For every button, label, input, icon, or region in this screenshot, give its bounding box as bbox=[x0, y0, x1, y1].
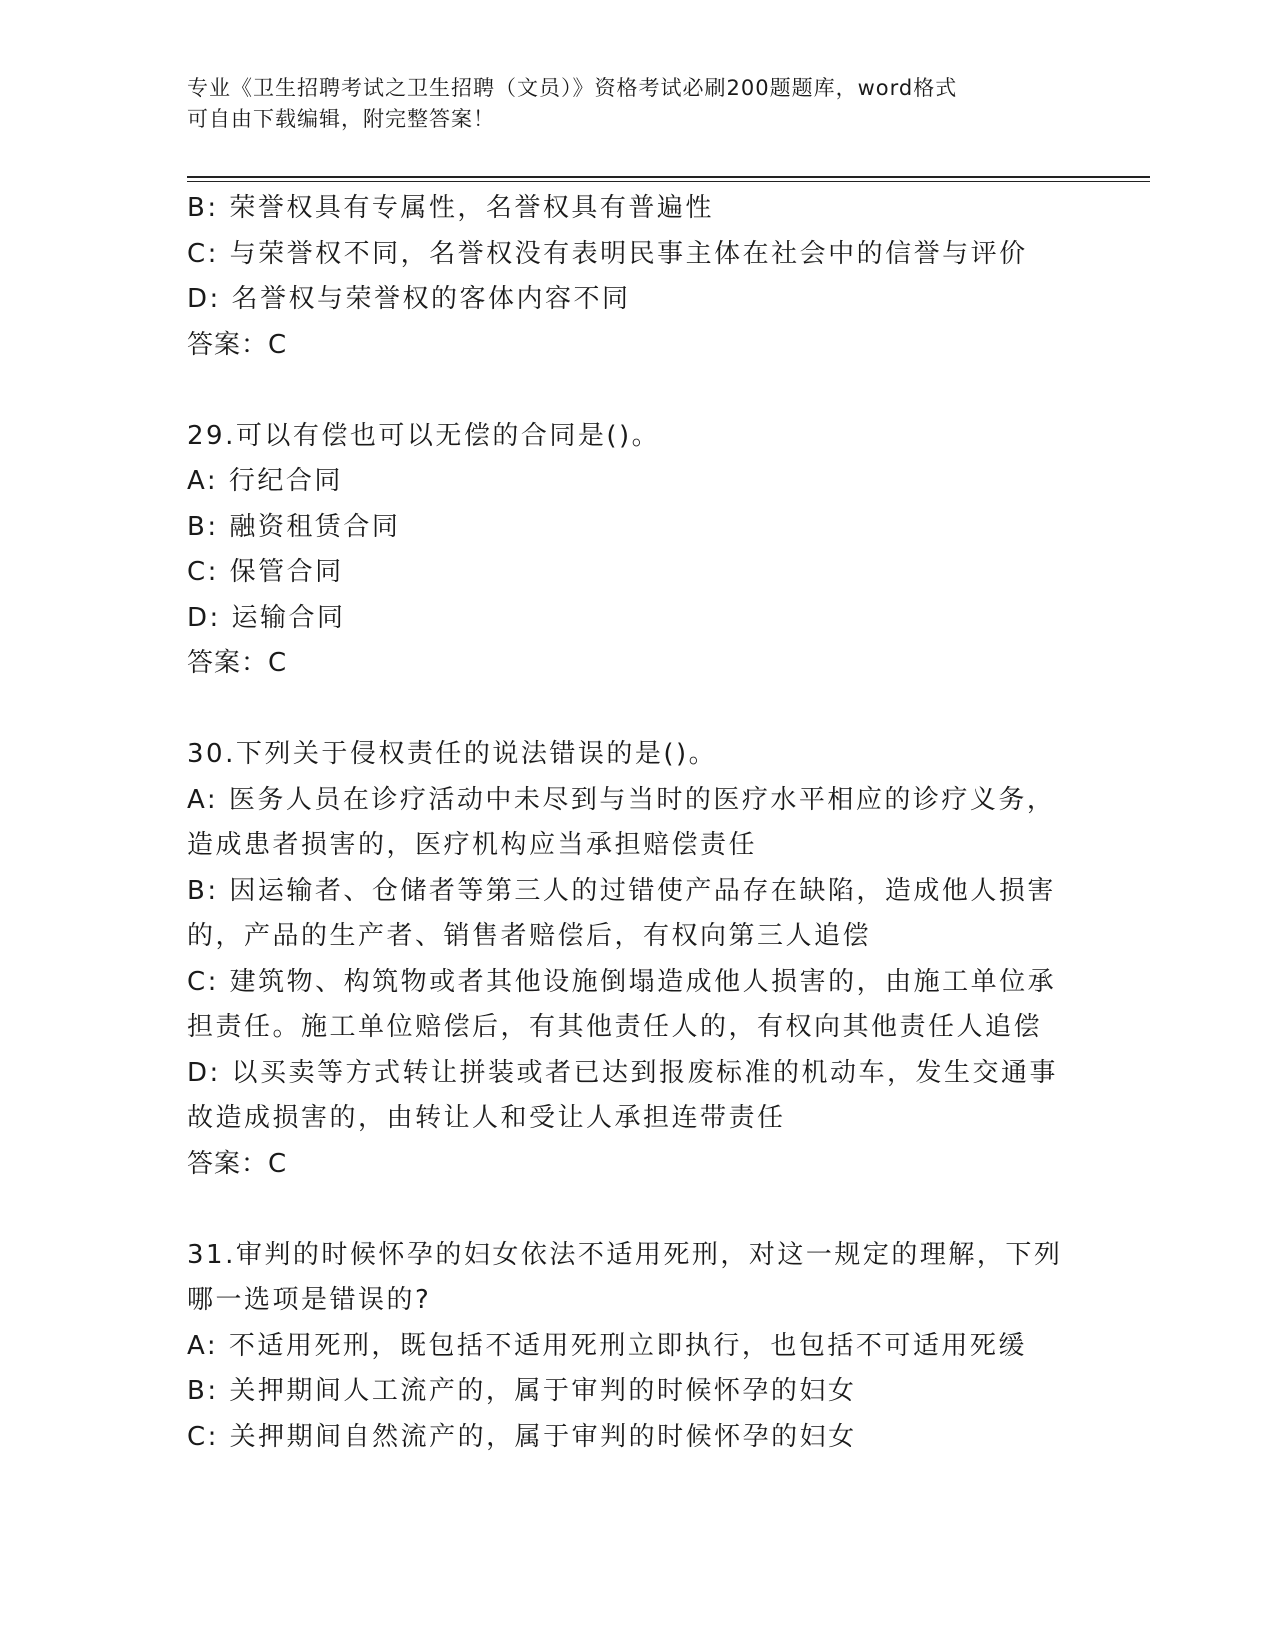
q31-question-line-1: 31.审判的时候怀孕的妇女依法不适用死刑，对这一规定的理解，下列 bbox=[187, 1239, 1063, 1270]
q28-option-c: C: 与荣誉权不同，名誉权没有表明民事主体在社会中的信誉与评价 bbox=[187, 238, 1028, 269]
q30-option-c-line-2: 担责任。施工单位赔偿后，有其他责任人的，有权向其他责任人追偿 bbox=[187, 1012, 1043, 1042]
spacer bbox=[187, 687, 1067, 733]
document-header bbox=[187, 73, 1087, 135]
q31-option-c: C: 关押期间自然流产的，属于审判的时候怀孕的妇女 bbox=[187, 1421, 857, 1452]
q29-option-a: A: 行纪合同 bbox=[187, 466, 343, 496]
q28-answer: 答案：C bbox=[187, 329, 288, 360]
q30-option-a-line-1: A: 医务人员在诊疗活动中未尽到与当时的医疗水平相应的诊疗义务， bbox=[187, 784, 1056, 815]
q28-option-d: D: 名誉权与荣誉权的客体内容不同 bbox=[187, 284, 631, 314]
q30-option-d-line-1: D: 以买卖等方式转让拼装或者已达到报废标准的机动车，发生交通事 bbox=[187, 1057, 1059, 1088]
spacer bbox=[187, 368, 1067, 414]
q29-option-d: D: 运输合同 bbox=[187, 602, 346, 633]
q30-option-d-line-2: 故造成损害的，由转让人和受让人承担连带责任 bbox=[187, 1103, 786, 1133]
question-content bbox=[187, 186, 1067, 1460]
q31-option-a: A: 不适用死刑，既包括不适用死刑立即执行，也包括不可适用死缓 bbox=[187, 1330, 1027, 1361]
q30-answer: 答案：C bbox=[187, 1148, 288, 1179]
q29-option-b: B: 融资租赁合同 bbox=[187, 511, 401, 542]
header-divider-thin bbox=[187, 181, 1150, 182]
q30-option-b-line-1: B: 因运输者、仓储者等第三人的过错使产品存在缺陷，造成他人损害 bbox=[187, 875, 1056, 906]
q30-option-a-line-2: 造成患者损害的，医疗机构应当承担赔偿责任 bbox=[187, 830, 758, 860]
header-divider-thick bbox=[187, 176, 1150, 178]
q30-option-c-line-1: C: 建筑物、构筑物或者其他设施倒塌造成他人损害的，由施工单位承 bbox=[187, 966, 1057, 997]
q29-option-c: C: 保管合同 bbox=[187, 557, 344, 587]
q30-option-b-line-2: 的，产品的生产者、销售者赔偿后，有权向第三人追偿 bbox=[187, 921, 872, 951]
q29-answer: 答案：C bbox=[187, 648, 288, 678]
header-title-line-2: 可自由下载编辑，附完整答案！ bbox=[187, 107, 495, 131]
q31-question-line-2: 哪一选项是错误的? bbox=[187, 1285, 432, 1315]
q31-option-b: B: 关押期间人工流产的，属于审判的时候怀孕的妇女 bbox=[187, 1376, 857, 1406]
q28-option-b: B: 荣誉权具有专属性，名誉权具有普遍性 bbox=[187, 193, 714, 223]
q30-question: 30.下列关于侵权责任的说法错误的是()。 bbox=[187, 739, 718, 769]
header-title-line-1: 专业《卫生招聘考试之卫生招聘（文员）》资格考试必刷200题题库，word格式 bbox=[187, 76, 958, 100]
q29-question: 29.可以有偿也可以无偿的合同是()。 bbox=[187, 420, 661, 451]
spacer bbox=[187, 1187, 1067, 1233]
